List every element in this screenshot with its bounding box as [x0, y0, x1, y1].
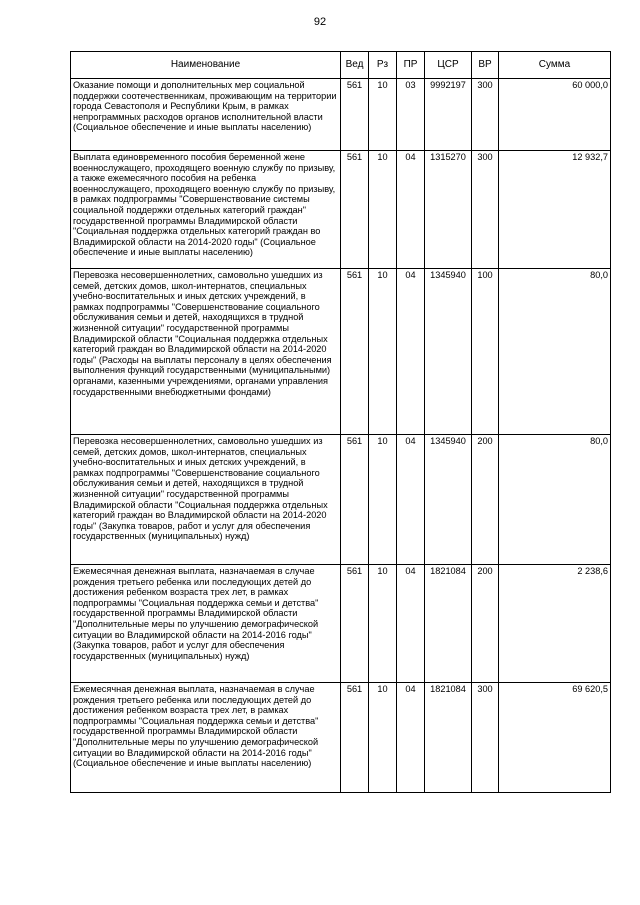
header-name: Наименование	[71, 52, 341, 79]
row-rz: 10	[369, 683, 397, 793]
row-rz: 10	[369, 269, 397, 435]
page-number: 92	[313, 16, 327, 28]
row-name: Перевозка несовершеннолетних, самовольно ушедших из семей, детских домов, школ-интернатов, специальных учебно-воспитательных и иных детских учреждений, в рамках подпрограммы "Совершенствование социального обслуживания семьи и детей, находящихся в трудной жизненной ситуации" государственной программы Владимирской области "Социальная поддержка отдельных категорий граждан во Владимирской области на 2014-2020 годы" (Закупка товаров, работ и услуг для обеспечения государственных (муниципальных) нужд)	[71, 435, 341, 565]
row-pr: 04	[397, 683, 425, 793]
row-ved: 561	[341, 269, 369, 435]
row-sum: 2 238,6	[499, 565, 611, 683]
row-csr: 9992197	[425, 79, 472, 151]
row-name: Выплата единовременного пособия беременной жене военнослужащего, проходящего военную службу по призыву, а также ежемесячного пособия на ребенка военнослужащего, проходящего военную службу по призыву, в рамках подпрограммы "Совершенствование системы социальной поддержки отдельных категорий граждан" государственной программы Владимирской области "Социальная поддержка отдельных категорий граждан во Владимирской области на 2014-2020 годы" (Социальное обеспечение и иные выплаты населению)	[71, 151, 341, 269]
header-csr: ЦСР	[425, 52, 472, 79]
row-pr: 03	[397, 79, 425, 151]
row-rz: 10	[369, 435, 397, 565]
table-row	[71, 435, 611, 565]
row-sum: 69 620,5	[499, 683, 611, 793]
row-ved: 561	[341, 565, 369, 683]
row-ved: 561	[341, 79, 369, 151]
row-vr: 200	[472, 435, 499, 565]
header-ved: Вед	[341, 52, 369, 79]
row-vr: 300	[472, 151, 499, 269]
row-csr: 1345940	[425, 269, 472, 435]
row-vr: 100	[472, 269, 499, 435]
row-name: Ежемесячная денежная выплата, назначаемая в случае рождения третьего ребенка или последующих детей до достижения ребенком возраста трех лет, в рамках подпрограммы "Социальная поддержка семьи и детства" государственной программы Владимирской области "Дополнительные меры по улучшению демографической ситуации во Владимирской области на 2014-2016 годы" (Социальное обеспечение и иные выплаты населению)	[71, 683, 341, 793]
row-vr: 300	[472, 683, 499, 793]
table-row	[71, 565, 611, 683]
row-vr: 300	[472, 79, 499, 151]
row-rz: 10	[369, 151, 397, 269]
row-csr: 1821084	[425, 565, 472, 683]
row-sum: 80,0	[499, 435, 611, 565]
row-csr: 1821084	[425, 683, 472, 793]
header-sum: Сумма	[499, 52, 611, 79]
row-csr: 1345940	[425, 435, 472, 565]
table-header-row	[71, 52, 611, 79]
header-vr: ВР	[472, 52, 499, 79]
row-name: Оказание помощи и дополнительных мер социальной поддержки соотечественникам, проживающим на территории города Севастополя и Республики Крым, в рамках непрограммных расходов органов исполнительной власти (Социальное обеспечение и иные выплаты населению)	[71, 79, 341, 151]
row-csr: 1315270	[425, 151, 472, 269]
row-sum: 60 000,0	[499, 79, 611, 151]
row-pr: 04	[397, 565, 425, 683]
row-name: Ежемесячная денежная выплата, назначаемая в случае рождения третьего ребенка или последующих детей до достижения ребенком возраста трех лет, в рамках подпрограммы "Социальная поддержка семьи и детства" государственной программы Владимирской области "Дополнительные меры по улучшению демографической ситуации во Владимирской области на 2014-2016 годы" (Закупка товаров, работ и услуг для обеспечения государственных (муниципальных) нужд)	[71, 565, 341, 683]
table-row	[71, 151, 611, 269]
row-pr: 04	[397, 435, 425, 565]
table-row	[71, 683, 611, 793]
header-pr: ПР	[397, 52, 425, 79]
row-rz: 10	[369, 79, 397, 151]
row-sum: 80,0	[499, 269, 611, 435]
row-ved: 561	[341, 683, 369, 793]
row-pr: 04	[397, 151, 425, 269]
table-row	[71, 269, 611, 435]
row-pr: 04	[397, 269, 425, 435]
row-ved: 561	[341, 151, 369, 269]
header-rz: Рз	[369, 52, 397, 79]
table-row	[71, 79, 611, 151]
row-sum: 12 932,7	[499, 151, 611, 269]
row-vr: 200	[472, 565, 499, 683]
row-name: Перевозка несовершеннолетних, самовольно ушедших из семей, детских домов, школ-интернатов, специальных учебно-воспитательных и иных детских учреждений, в рамках подпрограммы "Совершенствование социального обслуживания семьи и детей, находящихся в трудной жизненной ситуации" государственной программы Владимирской области "Социальная поддержка отдельных категорий граждан во Владимирской области на 2014-2020 годы" (Расходы на выплаты персоналу в целях обеспечения выполнения функций государственными (муниципальными) органами, казенными учреждениями, органами управления государственными внебюджетными фондами)	[71, 269, 341, 435]
budget-table	[70, 51, 611, 793]
row-rz: 10	[369, 565, 397, 683]
row-ved: 561	[341, 435, 369, 565]
